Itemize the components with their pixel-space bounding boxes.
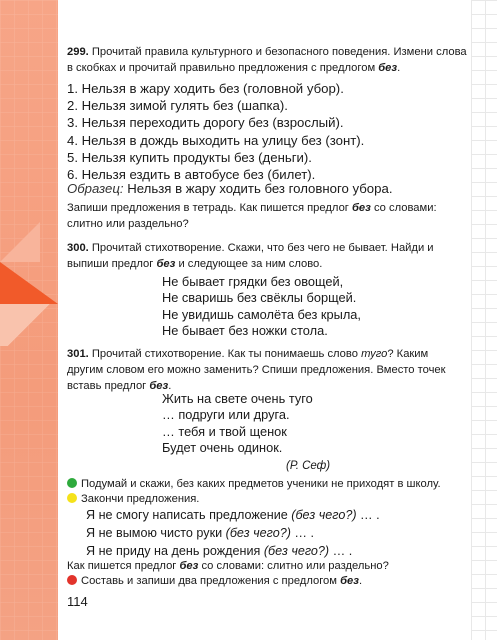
yellow-task-text: Закончи предложения. — [81, 493, 200, 505]
list-item: 5. Нельзя купить продукты без (деньги). — [67, 149, 312, 165]
list-item: 2. Нельзя зимой гулять без (шапка). — [67, 98, 288, 114]
question-text-end: со словами: слитно или раздельно? — [198, 560, 389, 572]
sentence-text: Я не смогу написать предложение — [86, 508, 292, 522]
poem-line: Не сваришь без свёклы борщей. — [162, 290, 357, 306]
sentence-text: Я не приду на день рождения — [86, 544, 264, 558]
poem-301 — [162, 391, 313, 457]
red-task-text: Составь и запиши два предложения с предлогом — [81, 575, 341, 587]
task-text: Запиши предложения в тетрадь. Как пишется предлог — [67, 202, 352, 214]
sentence-end: … . — [329, 544, 353, 558]
exercise-number: 299. — [67, 46, 89, 58]
poem-line: Будет очень одинок. — [162, 440, 283, 456]
exercise-number: 300. — [67, 242, 89, 254]
question-line — [67, 558, 467, 574]
poem-line: … подруги или друга. — [162, 407, 290, 423]
list-item: 6. Нельзя ездить в автобусе без (билет). — [67, 167, 316, 183]
list-item — [86, 506, 380, 524]
instruction-text: Прочитай правила культурного и безопасного поведения. Измени слова в скобках и прочитай правильно предложения с предлогом — [67, 46, 467, 74]
task-text-end: со словами: слитно или раздельно? — [67, 202, 437, 230]
list-item: 1. Нельзя в жару ходить без (головной убор). — [67, 81, 344, 96]
right-grid-margin — [471, 0, 497, 640]
sentence-hint: (без чего?) — [263, 544, 330, 558]
poem-line: Жить на свете очень туго — [162, 391, 313, 406]
page-number: 114 — [67, 594, 88, 609]
yellow-circle-icon — [67, 493, 77, 503]
preposition: без — [340, 575, 359, 587]
exercise-number: 301. — [67, 348, 89, 360]
sentence-list — [67, 80, 364, 183]
exercise-299-task — [67, 200, 467, 232]
sample-label: Образец: — [67, 181, 124, 196]
instruction-text: Прочитай стихотворение. Как ты понимаешь слово — [88, 348, 362, 360]
highlighted-word: туго — [361, 348, 388, 360]
sentence-end: … . — [290, 526, 315, 540]
exercise-300-instruction — [67, 240, 467, 272]
sentence-hint: (без чего?) — [225, 526, 291, 540]
left-decorative-margin — [0, 0, 58, 640]
sentence-completion-list — [86, 506, 380, 560]
green-circle-icon — [67, 478, 77, 488]
sentence-end: … . — [356, 508, 380, 522]
sample-line — [67, 180, 392, 197]
instruction-text: Прочитай стихотворение. Скажи, что без чего не бывает. Найди и выпиши предлог — [67, 242, 434, 270]
punctuation: . — [397, 62, 401, 74]
question-text: Как пишется предлог — [67, 560, 180, 572]
poem-300 — [162, 274, 361, 340]
poem-author: (Р. Сеф) — [286, 460, 331, 472]
instruction-text-cont: ? Каким другим словом его можно заменить? Спиши предложения. Вместо точек вставь предлог — [67, 348, 446, 392]
yellow-task — [67, 491, 467, 507]
exercise-299-instruction — [67, 44, 467, 76]
sentence-hint: (без чего?) — [291, 508, 357, 522]
preposition: без — [156, 258, 176, 270]
punctuation: . — [358, 575, 363, 587]
red-circle-icon — [67, 575, 77, 585]
sentence-text: Я не вымою чисто руки — [86, 526, 226, 540]
instruction-end: . — [168, 380, 172, 392]
green-task — [67, 476, 477, 492]
red-task — [67, 573, 467, 589]
poem-line: Не бывает грядки без овощей, — [162, 274, 344, 289]
sample-text: Нельзя в жару ходить без головного убора. — [123, 181, 393, 196]
poem-line: … тебя и твой щенок — [162, 423, 287, 439]
list-item — [86, 524, 380, 542]
poem-line: Не бывает без ножки стола. — [162, 323, 328, 339]
preposition: без — [378, 62, 398, 74]
list-item: 4. Нельзя в дождь выходить на улицу без (зонт). — [67, 132, 365, 148]
list-item: 3. Нельзя переходить дорогу без (взрослый). — [67, 115, 344, 131]
poem-line: Не увидишь самолёта без крыла, — [162, 306, 361, 322]
preposition: без — [149, 380, 169, 392]
preposition: без — [351, 202, 371, 214]
preposition: без — [179, 560, 199, 572]
exercise-301-instruction — [67, 346, 467, 394]
green-task-text: Подумай и скажи, без каких предметов ученики не приходят в школу. — [81, 478, 441, 490]
instruction-end: и следующее за ним слово. — [175, 258, 323, 270]
